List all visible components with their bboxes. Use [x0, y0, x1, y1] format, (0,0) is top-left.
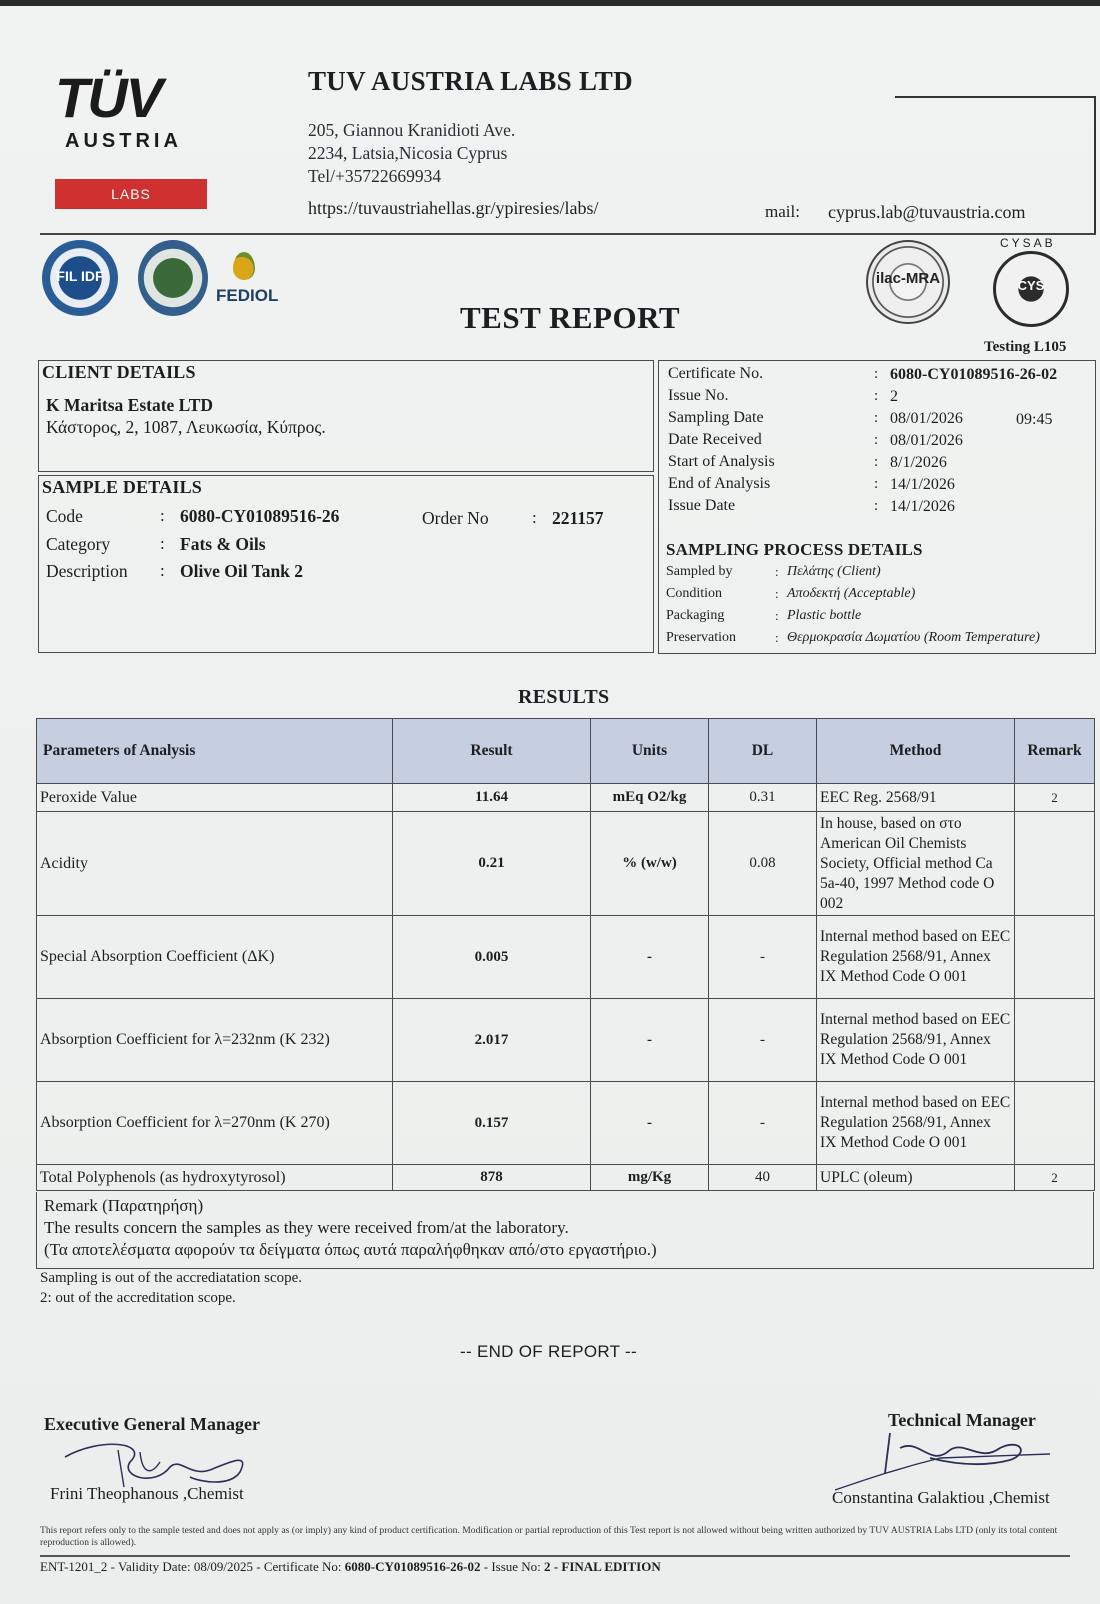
col-header-result: Result: [393, 719, 591, 784]
note-accreditation-scope: 2: out of the accreditation scope.: [40, 1290, 236, 1306]
cell-remark: [1015, 812, 1095, 916]
packaging-value: Plastic bottle: [787, 608, 862, 623]
sampling-date-colon: :: [874, 410, 879, 426]
left-signature-image: [60, 1432, 260, 1492]
sampled-by-label: Sampled by: [666, 564, 733, 579]
company-name: TUV AUSTRIA LABS LTD: [308, 66, 633, 96]
cell-dl: 40: [709, 1165, 817, 1191]
condition-value: Αποδεκτή (Acceptable): [787, 586, 916, 601]
results-header-row: [37, 719, 1095, 784]
condition-label: Condition: [666, 586, 723, 601]
client-name: K Maritsa Estate LTD: [46, 395, 214, 415]
cell-units: mEq O2/kg: [591, 784, 709, 812]
table-row: [37, 916, 1095, 999]
category-value: Fats & Oils: [180, 534, 266, 554]
issue-date-colon: :: [874, 498, 879, 514]
mail-label: mail:: [765, 202, 800, 221]
cell-dl: -: [709, 999, 817, 1082]
description-colon: :: [160, 561, 165, 580]
issue-no-value: 2: [890, 388, 898, 405]
report-title: TEST REPORT: [460, 300, 681, 335]
cell-remark: [1015, 916, 1095, 999]
cell-units: -: [591, 999, 709, 1082]
issue-no-colon: :: [874, 388, 879, 404]
client-details-heading: CLIENT DETAILS: [42, 362, 196, 382]
top-edge: [0, 0, 1100, 6]
right-signatory-name: Constantina Galaktiou ,Chemist: [832, 1488, 1050, 1507]
date-received-colon: :: [874, 432, 879, 448]
date-received-label: Date Received: [668, 431, 762, 448]
order-no-label: Order No: [422, 508, 489, 528]
cell-method: Internal method based on EEC Regulation 2568/91, Annex IX Method Code O 001: [817, 1082, 1015, 1165]
certificate-no-colon: :: [874, 366, 879, 382]
legal-disclaimer: This report refers only to the sample tested and does not apply as (or imply) any kind of product certification. Modification or partial reproduction of this Test report is not allowed without being written authorized by TUV AUSTRIA Labs LTD (only its total content reproduction is allowed).: [40, 1525, 1058, 1548]
tuv-austria-logo: [55, 66, 215, 209]
table-row: [37, 1082, 1095, 1165]
cell-remark: 2: [1015, 1165, 1095, 1191]
sampling-process-heading: SAMPLING PROCESS DETAILS: [666, 540, 923, 559]
left-signatory-name: Frini Theophanous ,Chemist: [50, 1484, 244, 1503]
sampled-by-colon: :: [775, 564, 779, 579]
issue-date-label: Issue Date: [668, 497, 736, 514]
issue-date-value: 14/1/2026: [890, 498, 955, 515]
cell-parameter: Absorption Coefficient for λ=232nm (K 232): [37, 999, 393, 1082]
order-no-value: 221157: [552, 508, 604, 528]
logo-tuv-letters: TÜV: [55, 66, 161, 129]
end-analysis-colon: :: [874, 476, 879, 492]
cell-dl: 0.08: [709, 812, 817, 916]
header-bracket-right: [1094, 96, 1096, 234]
category-colon: :: [160, 534, 165, 553]
order-no-colon: :: [532, 508, 537, 527]
sampling-date-value: 08/01/2026: [890, 410, 963, 427]
cell-result: 0.21: [393, 812, 591, 916]
packaging-colon: :: [775, 608, 779, 623]
address-line-1: 205, Giannou Kranidioti Ave.: [308, 120, 516, 140]
mail-address[interactable]: cyprus.lab@tuvaustria.com: [828, 202, 1026, 222]
note-sampling-scope: Sampling is out of the accrediatation scope.: [40, 1270, 303, 1286]
cell-remark: [1015, 1082, 1095, 1165]
certificate-no-value: 6080-CY01089516-26-02: [890, 366, 1058, 383]
start-analysis-colon: :: [874, 454, 879, 470]
cell-dl: 0.31: [709, 784, 817, 812]
cell-result: 2.017: [393, 999, 591, 1082]
certificate-no-label: Certificate No.: [668, 365, 764, 382]
category-label: Category: [46, 534, 111, 554]
issue-no-label: Issue No.: [668, 387, 729, 404]
cell-result: 11.64: [393, 784, 591, 812]
table-row: [37, 784, 1095, 812]
fil-idf-seal-icon: [42, 240, 118, 316]
remark-line-2: (Τα αποτελέσματα αφορούν τα δείγματα όπως αυτά παραλήφθηκαν από/στο εργαστήριο.): [44, 1240, 657, 1259]
sampling-date-label: Sampling Date: [668, 409, 764, 426]
cell-result: 0.157: [393, 1082, 591, 1165]
cell-units: mg/Kg: [591, 1165, 709, 1191]
sample-details-heading: SAMPLE DETAILS: [42, 477, 203, 497]
remark-title: Remark (Παρατηρήση): [44, 1196, 204, 1215]
sampled-by-value: Πελάτης (Client): [787, 564, 881, 579]
remark-line-1: The results concern the samples as they were received from/at the laboratory.: [44, 1218, 569, 1237]
col-header-remark: Remark: [1015, 719, 1095, 784]
client-address: Κάστορος, 2, 1087, Λευκωσία, Κύπρος.: [46, 417, 326, 437]
packaging-label: Packaging: [666, 608, 725, 623]
col-header-parameter: Parameters of Analysis: [37, 719, 393, 784]
date-received-value: 08/01/2026: [890, 432, 963, 449]
col-header-method: Method: [817, 719, 1015, 784]
left-signatory-title: Executive General Manager: [44, 1414, 260, 1434]
right-signatory-title: Technical Manager: [888, 1410, 1036, 1430]
sample-code-colon: :: [160, 506, 165, 525]
olive-council-seal-icon: [138, 240, 208, 316]
ilac-mra-seal-icon: [866, 240, 950, 324]
cell-method: In house, based on στο American Oil Chemists Society, Official method Ca 5a-40, 1997 Method code O 002: [817, 812, 1015, 916]
cell-result: 0.005: [393, 916, 591, 999]
cell-method: Internal method based on EEC Regulation 2568/91, Annex IX Method Code O 001: [817, 999, 1015, 1082]
cysab-text: CYS: [1017, 278, 1045, 293]
cell-method: EEC Reg. 2568/91: [817, 784, 1015, 812]
table-row: [37, 1165, 1095, 1191]
cell-method: Internal method based on EEC Regulation 2568/91, Annex IX Method Code O 001: [817, 916, 1015, 999]
fediol-logo: FEDIOL: [216, 286, 279, 305]
logo-tuv-text: [55, 66, 215, 129]
footer-cert-no: 6080-CY01089516-26-02: [344, 1559, 481, 1574]
footer-issue-label: - Issue No:: [480, 1559, 545, 1574]
cell-parameter: Total Polyphenols (as hydroxytyrosol): [37, 1165, 393, 1191]
cell-parameter: Special Absorption Coefficient (ΔK): [37, 916, 393, 999]
cell-method: UPLC (oleum): [817, 1165, 1015, 1191]
sample-code-label: Code: [46, 506, 83, 526]
fediol-drop-icon: [233, 252, 255, 280]
cell-units: -: [591, 1082, 709, 1165]
cell-remark: [1015, 999, 1095, 1082]
sampling-time-value: 09:45: [1016, 411, 1053, 428]
table-row: [37, 812, 1095, 916]
sample-code-value: 6080-CY01089516-26: [180, 506, 340, 526]
preservation-label: Preservation: [666, 630, 736, 645]
end-analysis-value: 14/1/2026: [890, 476, 955, 493]
end-of-report: -- END OF REPORT --: [460, 1342, 637, 1361]
fil-idf-text: FIL IDF: [56, 268, 104, 284]
cell-parameter: Acidity: [37, 812, 393, 916]
website-link[interactable]: https://tuvaustriahellas.gr/ypiresies/labs/: [308, 198, 599, 218]
preservation-colon: :: [775, 630, 779, 645]
logo-austria-text: AUSTRIA: [65, 130, 182, 152]
footer-edition: - FINAL EDITION: [550, 1559, 661, 1574]
end-analysis-label: End of Analysis: [668, 475, 771, 492]
condition-colon: :: [775, 586, 779, 601]
cell-dl: -: [709, 916, 817, 999]
results-table: [36, 718, 1095, 1191]
sample-details-box: [38, 475, 654, 653]
col-header-dl: DL: [709, 719, 817, 784]
cell-remark: 2: [1015, 784, 1095, 812]
footer-prefix: ENT-1201_2 - Validity Date: 08/09/2025 - Certificate No:: [40, 1559, 345, 1574]
logo-labs-badge: LABS: [55, 179, 207, 209]
cell-units: -: [591, 916, 709, 999]
address-line-2: 2234, Latsia,Nicosia Cyprus: [308, 143, 508, 163]
results-heading: RESULTS: [518, 686, 610, 708]
ilac-text: ilac-MRA: [875, 270, 941, 287]
testing-accreditation-no: Testing L105: [984, 339, 1067, 355]
cell-parameter: Absorption Coefficient for λ=270nm (K 270): [37, 1082, 393, 1165]
address-line-3: Tel/+35722669934: [308, 166, 442, 186]
header-divider: [40, 233, 1096, 235]
document-footer: [40, 1559, 661, 1575]
cysab-arc-text: CYSAB: [1000, 236, 1056, 250]
start-analysis-value: 8/1/2026: [890, 454, 947, 471]
table-row: [37, 999, 1095, 1082]
preservation-value: Θερμοκρασία Δωματίου (Room Temperature): [787, 630, 1040, 645]
footer-divider: [40, 1555, 1070, 1557]
cell-parameter: Peroxide Value: [37, 784, 393, 812]
cell-dl: -: [709, 1082, 817, 1165]
footer-issue-no: 2: [544, 1559, 551, 1574]
start-analysis-label: Start of Analysis: [668, 453, 775, 470]
cell-units: % (w/w): [591, 812, 709, 916]
cell-result: 878: [393, 1165, 591, 1191]
header-bracket-top: [895, 96, 1095, 98]
description-label: Description: [46, 561, 128, 581]
cysab-seal-icon: [993, 251, 1069, 327]
description-value: Olive Oil Tank 2: [180, 561, 304, 581]
col-header-units: Units: [591, 719, 709, 784]
